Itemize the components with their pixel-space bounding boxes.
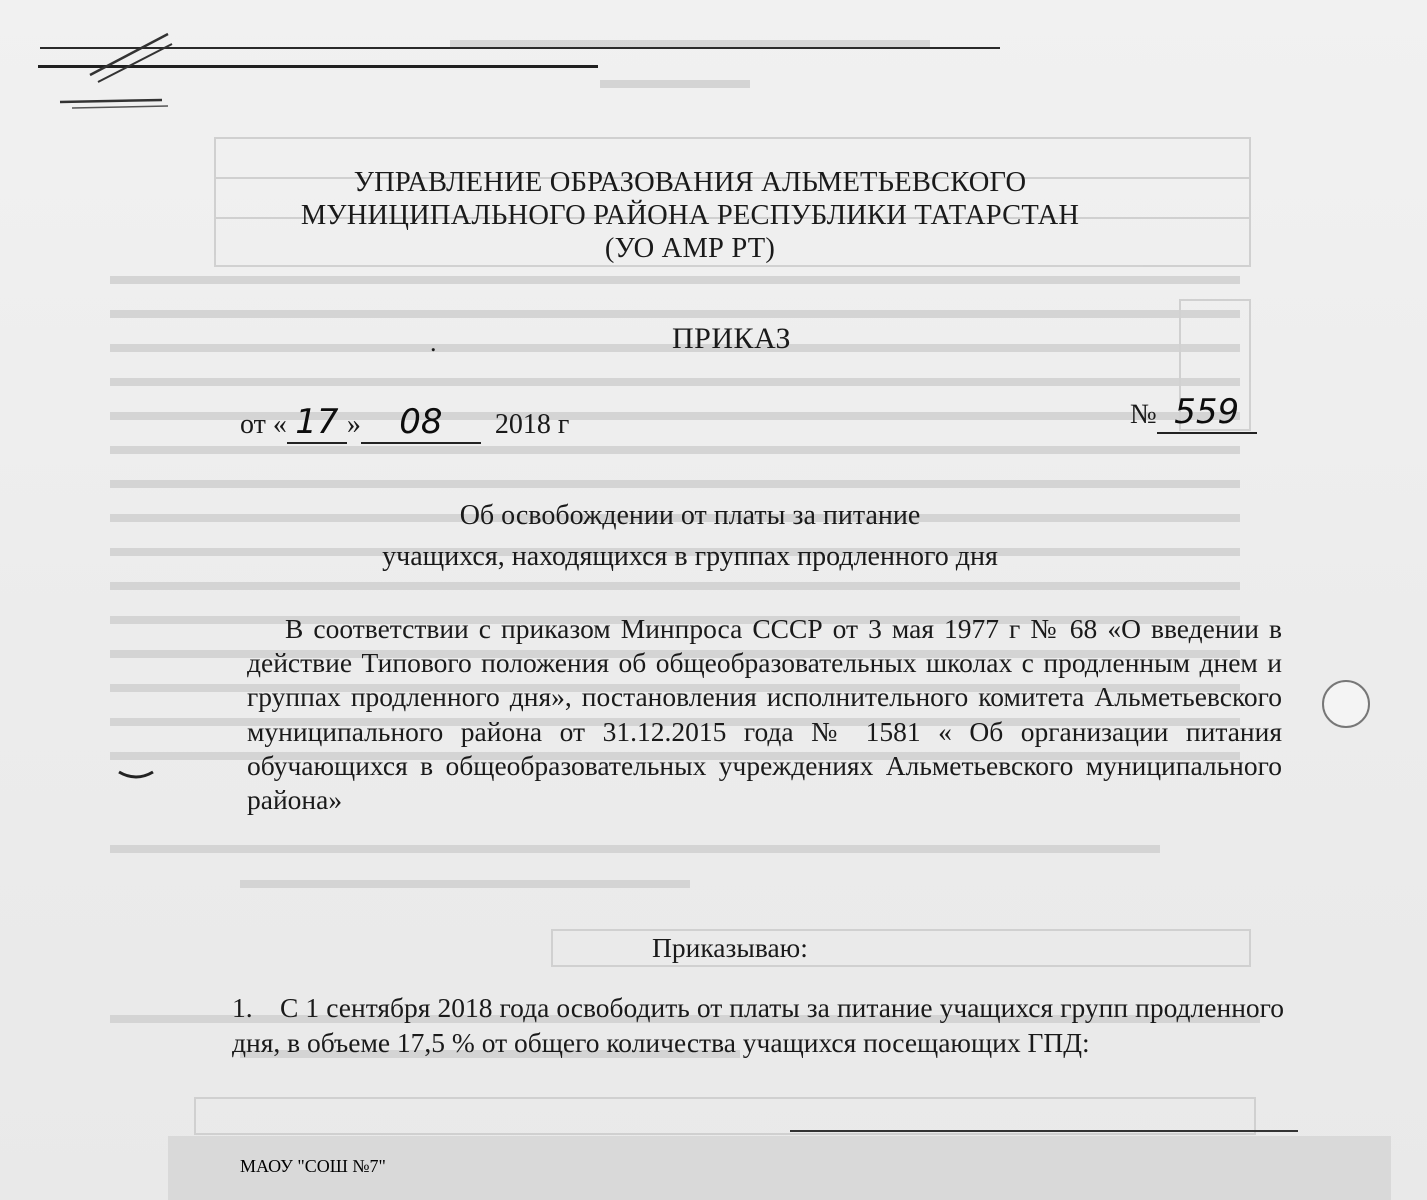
subject-line-1: Об освобождении от платы за питание <box>459 500 921 531</box>
date-mid: » <box>346 409 361 440</box>
order-item <box>232 990 1284 1060</box>
order-date <box>240 402 569 444</box>
subject-line-2: учащихся, находящихся в группах продленного дня <box>382 541 998 572</box>
header-line-3: (УО АМР РТ) <box>604 233 776 264</box>
date-year: 2018 г <box>494 409 570 440</box>
stray-dot: . <box>430 328 437 357</box>
header-line-2: МУНИЦИПАЛЬНОГО РАЙОНА РЕСПУБЛИКИ ТАТАРСТАН <box>300 200 1080 231</box>
organization-header <box>230 166 1150 265</box>
order-preamble <box>247 612 1282 817</box>
item-text: С 1 сентября 2018 года освободить от платы за питание учащихся групп продленного дня, в объеме 17,5 % от общего количества учащихся посещающих ГПД: <box>232 992 1284 1058</box>
pen-stroke-mark <box>50 20 190 110</box>
preamble-text: В соответствии с приказом Минпроса СССР от 3 мая 1977 г № 68 «О введении в действие Типового положения об общеобразовательных школах с продленным днем и группах продленного дня», постановления исполнительного комитета Альметьевского муниципального района от 31.12.2015 года № 1581 « Об организации питания обучающихся в общеобразовательных учреждениях Альметьевского муниципального района» <box>247 613 1282 816</box>
date-month: 08 <box>399 402 443 442</box>
margin-mark <box>116 768 156 789</box>
date-day: 17 <box>295 402 339 442</box>
bottom-rule-line <box>790 1130 1298 1132</box>
punch-hole <box>1322 680 1370 728</box>
item-number: 1. <box>232 992 253 1023</box>
document-type: ПРИКАЗ <box>672 322 791 355</box>
number-value: 559 <box>1174 392 1240 432</box>
order-subject <box>230 495 1150 577</box>
footer-school: МАОУ "СОШ №7" <box>240 1156 386 1176</box>
header-line-1: УПРАВЛЕНИЕ ОБРАЗОВАНИЯ АЛЬМЕТЬЕВСКОГО <box>353 167 1027 198</box>
date-prefix: от « <box>240 409 287 440</box>
footer-bar <box>168 1136 1391 1200</box>
order-directive: Приказываю: <box>652 932 808 963</box>
order-number <box>1130 392 1257 434</box>
number-label: № <box>1130 399 1157 430</box>
